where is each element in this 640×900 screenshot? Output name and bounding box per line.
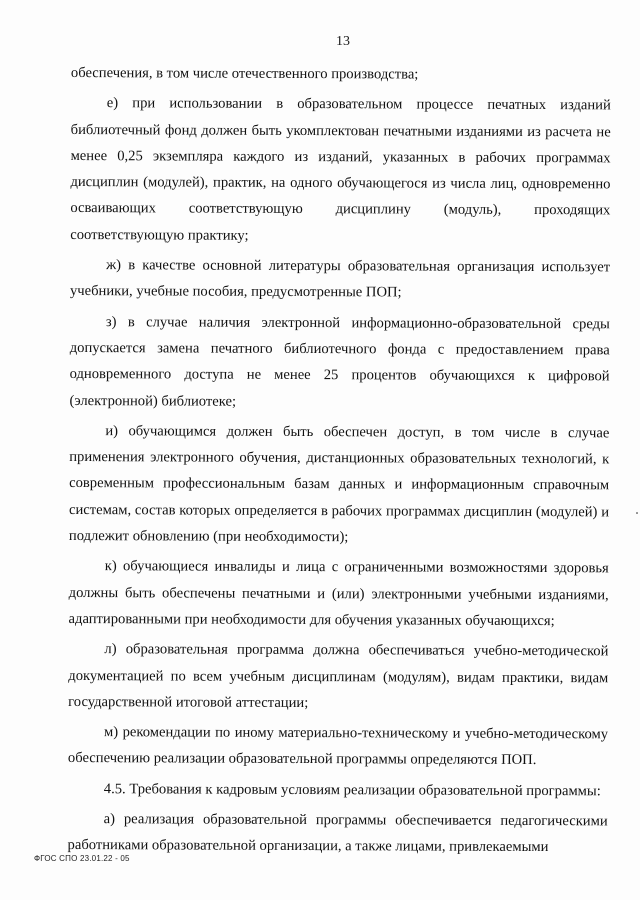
paragraph-item-e: е) при использовании в образовательном процессе печатных изданий библиотечный фонд должен быть укомплектован печатными изданиями из расчета не менее 0,25 экземпляра каждого из изданий, указанных в рабочих программах дисциплин (модулей), практик, на одного обучающегося из числа лиц, одновременно осваивающих соответствующую дисциплину (модуль), проходящих соответствующую практику; (70, 95, 611, 244)
paragraph-item-l: л) образовательная программа должна обеспечиваться учебно-методической документацией по всем учебным дисциплинам (модулям), видам практики, видам государственной итоговой аттестации; (68, 641, 609, 711)
paragraph-item-z: з) в случае наличия электронной информационно-образовательной среды допускается замена печатного библиотечного фонда с предоставлением права одновременного доступа не менее 25 процентов обучающихся к цифровой (электронной) библиотеке; (69, 313, 610, 410)
paragraph-item-m: м) рекомендации по иному материально-техническому и учебно-методическому обеспечению реализации образовательной программы определяются ПОП. (67, 724, 609, 769)
paragraph-item-zh: ж) в качестве основной литературы образовательная организация использует учебники, учебные пособия, предусмотренные ПОП; (69, 257, 611, 301)
paragraph-item-i: и) обучающимся должен быть обеспечен доступ, в том числе в случае применения электронного обучения, дистанционных образовательных технологий, к современным профессиональным базам данных и информационным справочным системам, состав которых определяется в рабочих программах дисциплин (модулей) и подлежит обновлению (при необходимости); (68, 423, 610, 546)
paragraph-continuation: обеспечения, в том числе отечественного производства; (70, 64, 419, 83)
paragraph-item-k: к) обучающиеся инвалиды и лица с ограниченными возможностями здоровья должны быть обеспечены печатными и (или) электронными учебными изданиями, адаптированными при необходимости для обучения указанных обучающихся; (68, 558, 609, 630)
document-body (68, 60, 611, 861)
scan-speck (636, 512, 638, 514)
paragraph-item-a: а) реализация образовательной программы обеспечивается педагогическими работниками образовательной организации, а также лицами, привлекаемыми (67, 811, 608, 856)
page-number: 13 (336, 34, 350, 49)
section-heading-4-5: 4.5. Требования к кадровым условиям реализации образовательной программы: (103, 780, 601, 800)
document-footer-code: ФГОС СПО 23.01.22 - 05 (34, 854, 130, 863)
